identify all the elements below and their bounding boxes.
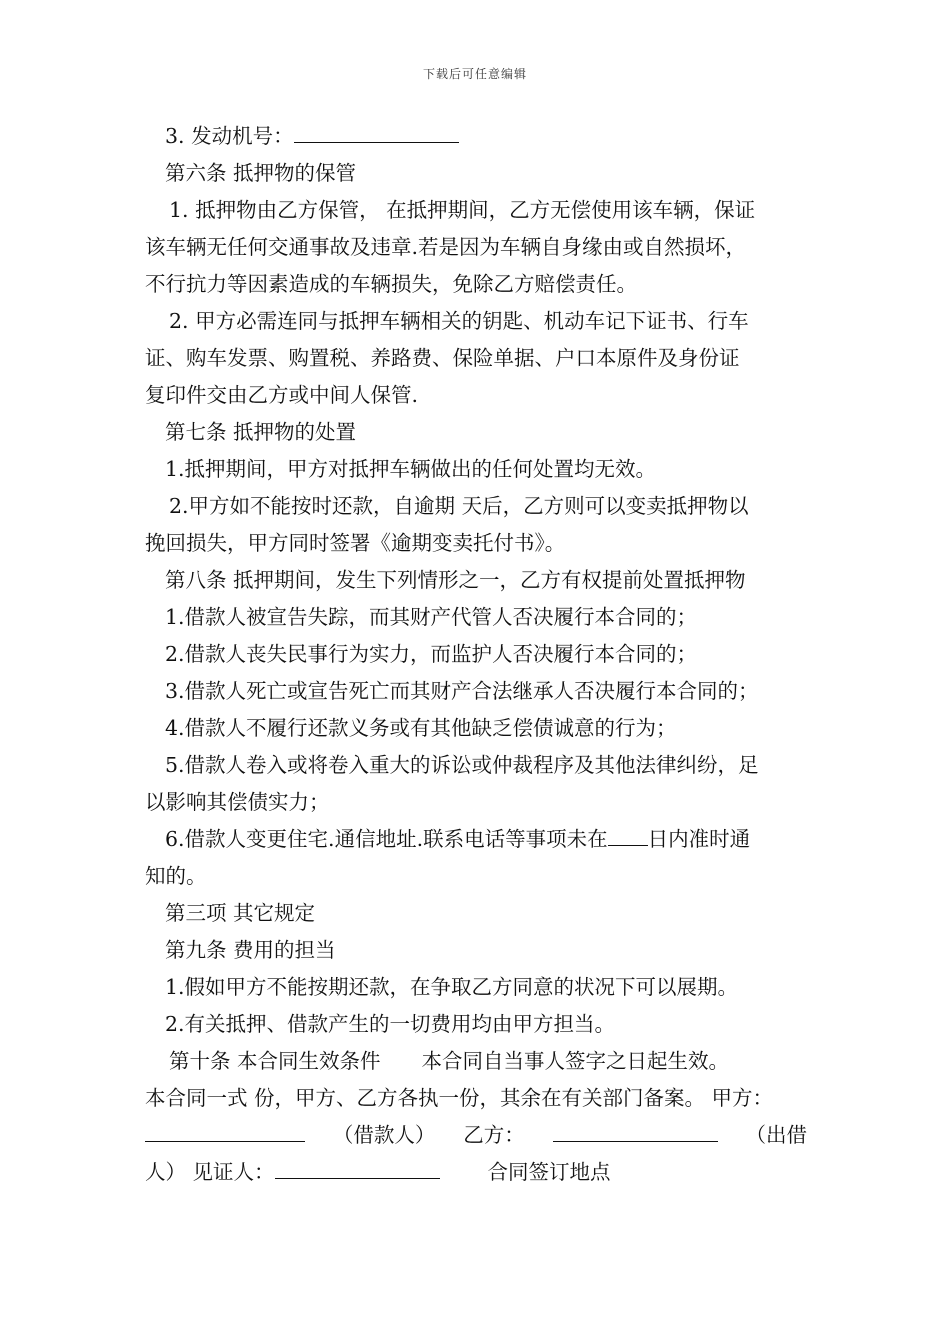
section-heading: 第三项 其它规定 [165,901,316,925]
section-heading: 第九条 费用的担当 [165,938,336,962]
section-heading: 第七条 抵押物的处置 [165,420,357,444]
signature-line: 人） 见证人： 合同签订地点 [145,1160,611,1184]
paragraph-line: 2.甲方如不能按时还款，自逾期 天后，乙方则可以变卖抵押物以 [169,494,749,518]
blank-line [275,1159,440,1179]
signature-line: （借款人） 乙方： （出借 [145,1117,807,1154]
paragraph-line: 复印件交由乙方或中间人保管. [145,383,419,407]
paragraph-line: 2.有关抵押、借款产生的一切费用均由甲方担当。 [165,1012,616,1036]
paragraph-line: 2. 甲方必需连同与抵押车辆相关的钥匙、机动车记下证书、行车 [169,309,749,333]
paragraph-line: 挽回损失，甲方同时签署《逾期变卖托付书》。 [145,531,566,555]
paragraph-line: 以影响其偿债实力； [145,790,330,814]
paragraph-line: 第十条 本合同生效条件 本合同自当事人签字之日起生效。 [169,1049,730,1073]
paragraph-line: 知的。 [145,864,207,888]
blank-line [608,826,648,846]
blank-line [145,1122,305,1142]
section-heading: 第六条 抵押物的保管 [165,161,357,185]
paragraph-line: 6.借款人变更住宅.通信地址.联系电话等事项未在 日内准时通 [165,827,751,851]
header-note: 下载后可任意编辑 [422,67,527,81]
section-heading: 第八条 抵押期间，发生下列情形之一，乙方有权提前处置抵押物 [165,568,746,592]
paragraph-line: 1.抵押期间，甲方对抵押车辆做出的任何处置均无效。 [165,457,657,481]
paragraph-line: 1. 抵押物由乙方保管， 在抵押期间，乙方无偿使用该车辆，保证 [169,198,756,222]
document-body [145,118,807,1191]
blank-line [294,123,459,143]
paragraph-line: 不行抗力等因素造成的车辆损失，免除乙方赔偿责任。 [145,272,637,296]
paragraph-line: 3.借款人死亡或宣告死亡而其财产合法继承人否决履行本合同的； [165,679,759,703]
paragraph-line: 证、购车发票、购置税、养路费、保险单据、户口本原件及身份证 [145,346,740,370]
paragraph-line: 3. 发动机号： [145,118,807,155]
paragraph-line: 该车辆无任何交通事故及违章.若是因为车辆自身缘由或自然损坏， [145,235,747,259]
paragraph-line: 本合同一式 份，甲方、乙方各执一份，其余在有关部门备案。 甲方： [145,1086,774,1110]
paragraph-line: 5.借款人卷入或将卷入重大的诉讼或仲裁程序及其他法律纠纷，足 [165,753,759,777]
paragraph-line: 4.借款人不履行还款义务或有其他缺乏偿债诚意的行为； [165,716,677,740]
paragraph-line: 1.假如甲方不能按期还款，在争取乙方同意的状况下可以展期。 [165,975,739,999]
blank-line [553,1122,718,1142]
paragraph-line: 2.借款人丧失民事行为实力，而监护人否决履行本合同的； [165,642,698,666]
paragraph-line: 1.借款人被宣告失踪，而其财产代管人否决履行本合同的； [165,605,698,629]
